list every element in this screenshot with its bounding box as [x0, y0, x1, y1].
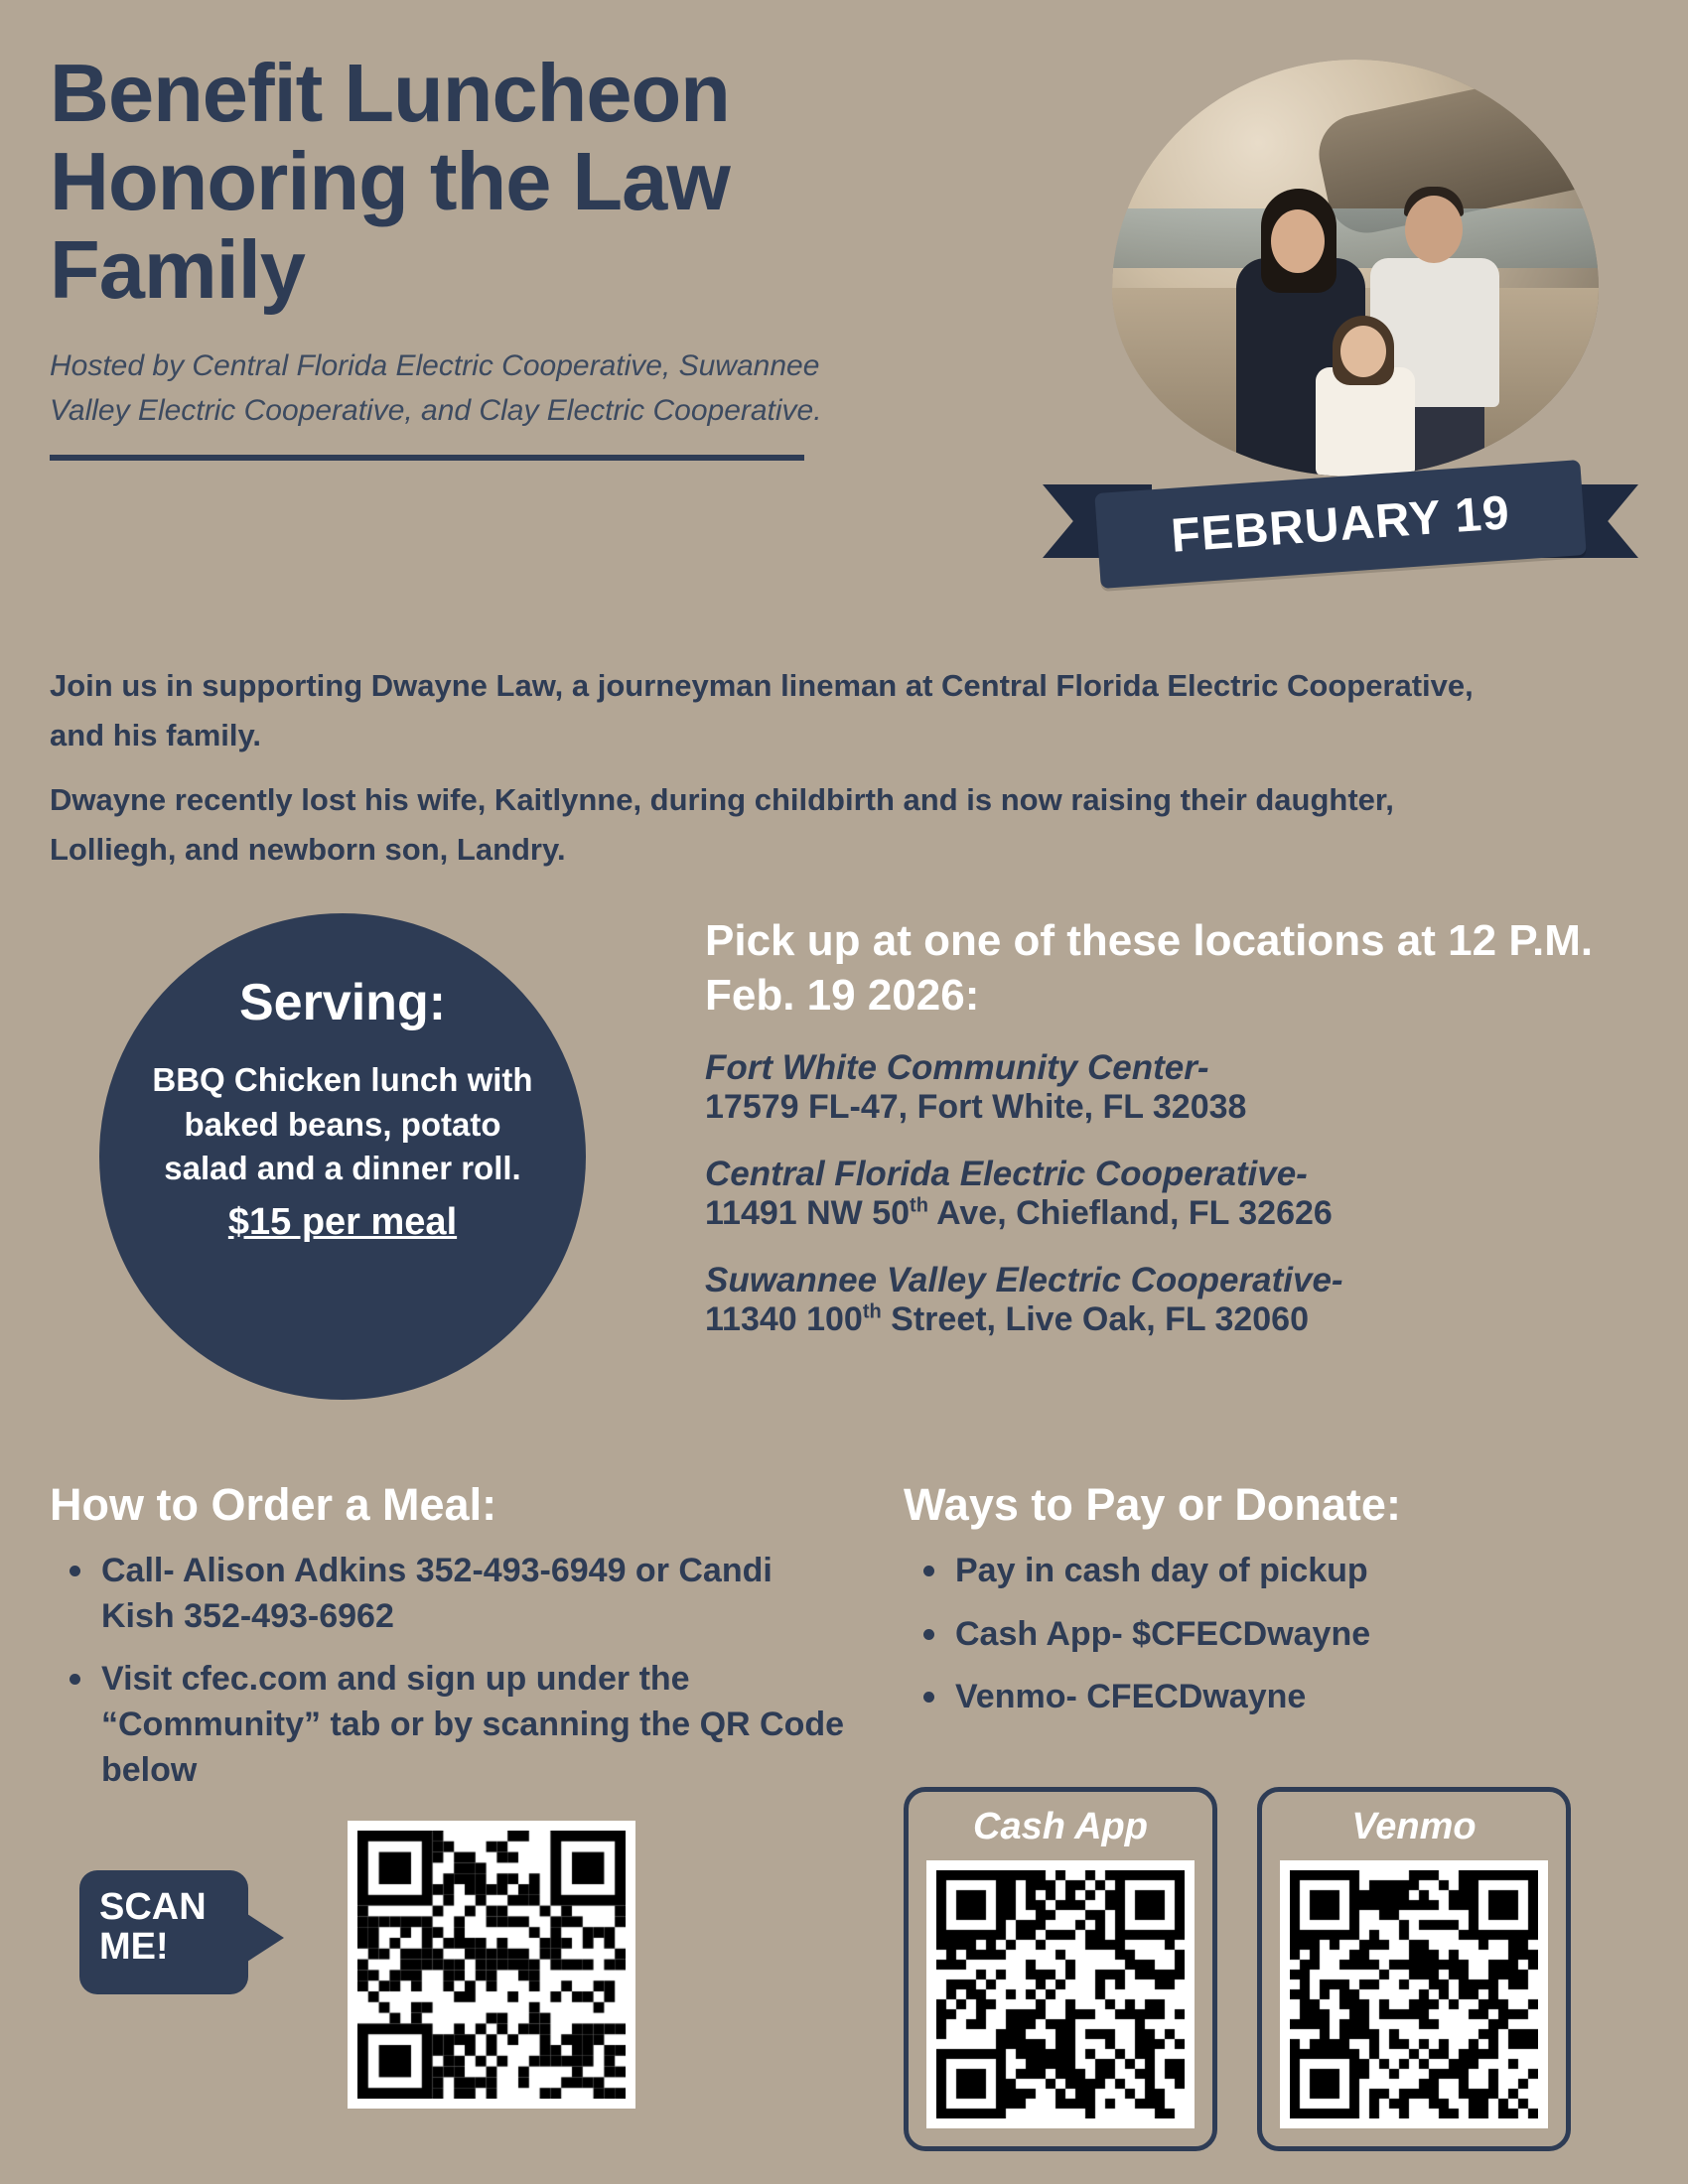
- location-address: [705, 1194, 1638, 1233]
- qr-canvas: [1290, 1870, 1538, 2118]
- qr-canvas: [936, 1870, 1185, 2118]
- pay-column: [904, 1479, 1688, 1738]
- scan-me-badge: [79, 1870, 248, 1994]
- order-heading: How to Order a Meal:: [50, 1479, 497, 1531]
- middle-section: [50, 913, 1638, 1449]
- hosted-by-text: Hosted by Central Florida Electric Cooperative, Suwannee Valley Electric Cooperative, and Clay Electric Cooperative.: [50, 349, 822, 428]
- location-item: [705, 1261, 1638, 1339]
- list-item: Visit cfec.com and sign up under the “Community” tab or by scanning the QR Code below: [50, 1657, 854, 1793]
- serving-heading: Serving:: [238, 974, 447, 1032]
- pickup-heading: Pick up at one of these locations at 12 P.M. Feb. 19 2026:: [705, 916, 1594, 1021]
- location-name: Suwannee Valley Electric Cooperative-: [705, 1261, 1343, 1300]
- ribbon-band: [1094, 460, 1587, 589]
- location-name: Fort White Community Center-: [705, 1048, 1209, 1088]
- girl-figure: [1311, 313, 1420, 477]
- address-part: Street, Live Oak, FL 32060: [881, 1300, 1309, 1339]
- ribbon-date-label: FEBRUARY 19: [1169, 485, 1512, 563]
- venmo-card[interactable]: [1257, 1787, 1571, 2151]
- list-item: Cash App- $CFECDwayne: [904, 1612, 1688, 1658]
- order-list: [50, 1549, 854, 1793]
- intro-paragraph-1: Join us in supporting Dwayne Law, a journeyman lineman at Central Florida Electric Cooperative, and his family.: [50, 668, 1474, 752]
- address-ordinal: th: [862, 1301, 882, 1324]
- scan-me-line-2: ME!: [99, 1926, 169, 1968]
- list-item: Call- Alison Adkins 352-493-6949 or Candi Kish 352-493-6962: [50, 1549, 854, 1639]
- intro-paragraph-2: Dwayne recently lost his wife, Kaitlynne, during childbirth and is now raising their daughter, Lolliegh, and newborn son, Landry.: [50, 782, 1394, 867]
- location-item: [705, 1048, 1638, 1127]
- location-address: 17579 FL-47, Fort White, FL 32038: [705, 1088, 1247, 1127]
- cash-app-card[interactable]: [904, 1787, 1217, 2151]
- intro-text: [50, 661, 1519, 874]
- venmo-label: Venmo: [1351, 1806, 1477, 1848]
- address-part: 11491 NW 50: [705, 1194, 911, 1233]
- order-qr-code[interactable]: [348, 1821, 635, 2109]
- list-item: Venmo- CFECDwayne: [904, 1675, 1688, 1720]
- address-part: 11340 100: [705, 1300, 863, 1339]
- list-item: Pay in cash day of pickup: [904, 1549, 1688, 1594]
- location-name: Central Florida Electric Cooperative-: [705, 1155, 1308, 1194]
- order-column: [50, 1479, 854, 2089]
- scan-row: [50, 1821, 854, 2089]
- venmo-qr-code[interactable]: [1280, 1860, 1548, 2128]
- date-ribbon: [1043, 477, 1638, 586]
- payment-qr-cards: [904, 1787, 1571, 2151]
- pickup-locations: [705, 913, 1638, 1367]
- location-address: [705, 1300, 1638, 1339]
- serving-circle: [99, 913, 586, 1400]
- header: [50, 40, 1638, 635]
- cash-app-label: Cash App: [973, 1806, 1148, 1848]
- page-title: Benefit Luncheon Honoring the Law Family: [50, 47, 730, 316]
- address-part: Ave, Chiefland, FL 32626: [927, 1194, 1333, 1233]
- scan-me-line-1: SCAN: [99, 1886, 207, 1929]
- family-photo: [1112, 60, 1599, 477]
- photo-and-ribbon: [1082, 60, 1618, 615]
- cash-app-qr-code[interactable]: [926, 1860, 1195, 2128]
- serving-price: $15 per meal: [227, 1201, 458, 1244]
- location-item: [705, 1155, 1638, 1233]
- serving-description: BBQ Chicken lunch with baked beans, potato salad and a dinner roll.: [152, 1061, 533, 1187]
- address-ordinal: th: [910, 1195, 928, 1218]
- qr-canvas: [357, 1831, 626, 2099]
- pay-heading: Ways to Pay or Donate:: [904, 1479, 1401, 1531]
- pay-list: [904, 1549, 1688, 1720]
- divider: [50, 455, 804, 461]
